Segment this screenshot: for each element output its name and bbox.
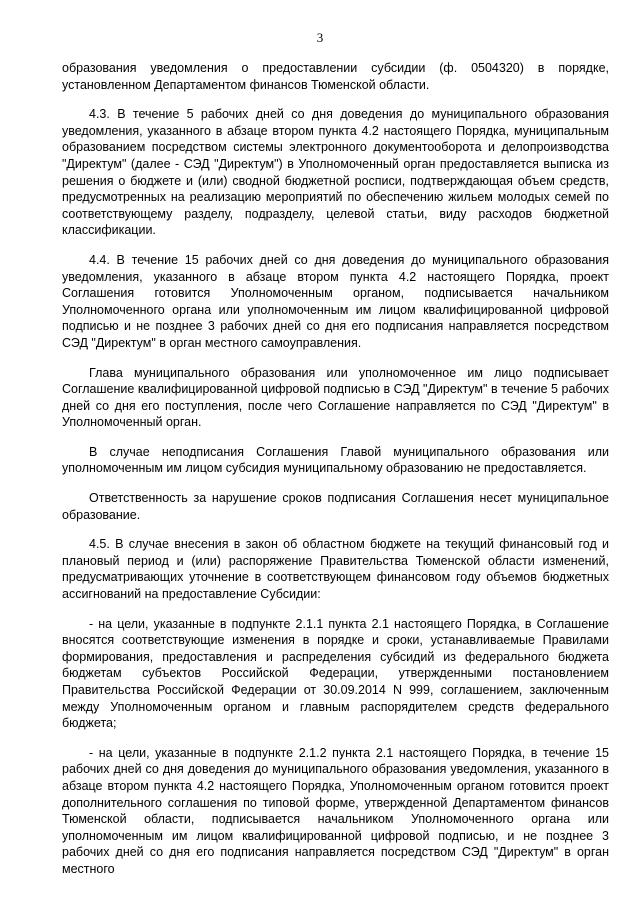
document-body xyxy=(62,60,609,891)
paragraph-non-signing: В случае неподписания Соглашения Главой муниципального образования или уполномоченным им лицом субсидия муниципальному образованию не предоставляется. xyxy=(62,444,609,476)
paragraph-item-2-1-2: - на цели, указанные в подпункте 2.1.2 пункта 2.1 настоящего Порядка, в течение 15 рабочих дней со дня доведения до муниципального образования уведомления, указанного в абзаце втором пункта 4.2 настоящего Порядка, Уполномоченным органом готовится проект дополнительного соглашения по типовой форме, утвержденной Департаментом финансов Тюменской области, подписывается начальником Уполномоченного органа или уполномоченным им лицом квалифицированной цифровой подписью, и не позднее 3 рабочих дней со дня его подписания направляется посредством СЭД "Директум" в орган местного xyxy=(62,745,609,876)
paragraph-responsibility: Ответственность за нарушение сроков подписания Соглашения несет муниципальное образование. xyxy=(62,491,609,522)
paragraph-item-2-1-1: - на цели, указанные в подпункте 2.1.1 пункта 2.1 настоящего Порядка, в Соглашение вносятся соответствующие изменения в порядке и сроки, устанавливаемые Правилами формирования, предоставления и распределения субсидий из федерального бюджета бюджетам субъектов Российской Федерации, утвержденными постановлением Правительства Российской Федерации от 30.09.2014 N 999, соглашением, заключенным между Уполномоченным органом и главным распорядителем средств федерального бюджета; xyxy=(62,616,609,731)
paragraph-4-4: 4.4. В течение 15 рабочих дней со дня доведения до муниципального образования уведомления, указанного в абзаце втором пункта 4.2 настоящего Порядка, проект Соглашения готовится Уполномоченным органом, подписывается начальником Уполномоченного органа или уполномоченным им лицом квалифицированной цифровой подписью и не позднее 3 рабочих дней со дня его подписания направляется посредством СЭД "Директум" в орган местного самоуправления. xyxy=(62,252,609,350)
paragraph-continuation: образования уведомления о предоставлении субсидии (ф. 0504320) в порядке, установленном Департаментом финансов Тюменской области. xyxy=(62,61,609,92)
page-number: 3 xyxy=(316,30,324,45)
paragraph-head-signing: Глава муниципального образования или уполномоченное им лицо подписывает Соглашение квалифицированной цифровой подписью в СЭД "Директум" в течение 5 рабочих дней со дня его поступления, после чего Соглашение направляется по СЭД "Директум" в Уполномоченный орган. xyxy=(62,365,609,430)
paragraph-4-3: 4.3. В течение 5 рабочих дней со дня доведения до муниципального образования уведомления, указанного в абзаце втором пункта 4.2 настоящего Порядка, муниципальным образованием посредством системы электронного документооборота и делопроизводства "Директум" (далее - СЭД "Директум") в Уполномоченный орган предоставляется выписка из решения о бюджете и (или) сводной бюджетной росписи, подтверждающая объем средств, предусмотренных на реализацию мероприятий по обеспечению жильем молодых семей по соответствующему разделу, подразделу, целевой статьи, виду расходов бюджетной классификации. xyxy=(62,107,609,238)
paragraph-4-5: 4.5. В случае внесения в закон об областном бюджете на текущий финансовый год и плановый период и (или) распоряжение Правительства Тюменской области изменений, предусматривающих уточнение в соответствующем финансовом году объемов бюджетных ассигнований на предоставление Субсидии: xyxy=(62,537,609,602)
